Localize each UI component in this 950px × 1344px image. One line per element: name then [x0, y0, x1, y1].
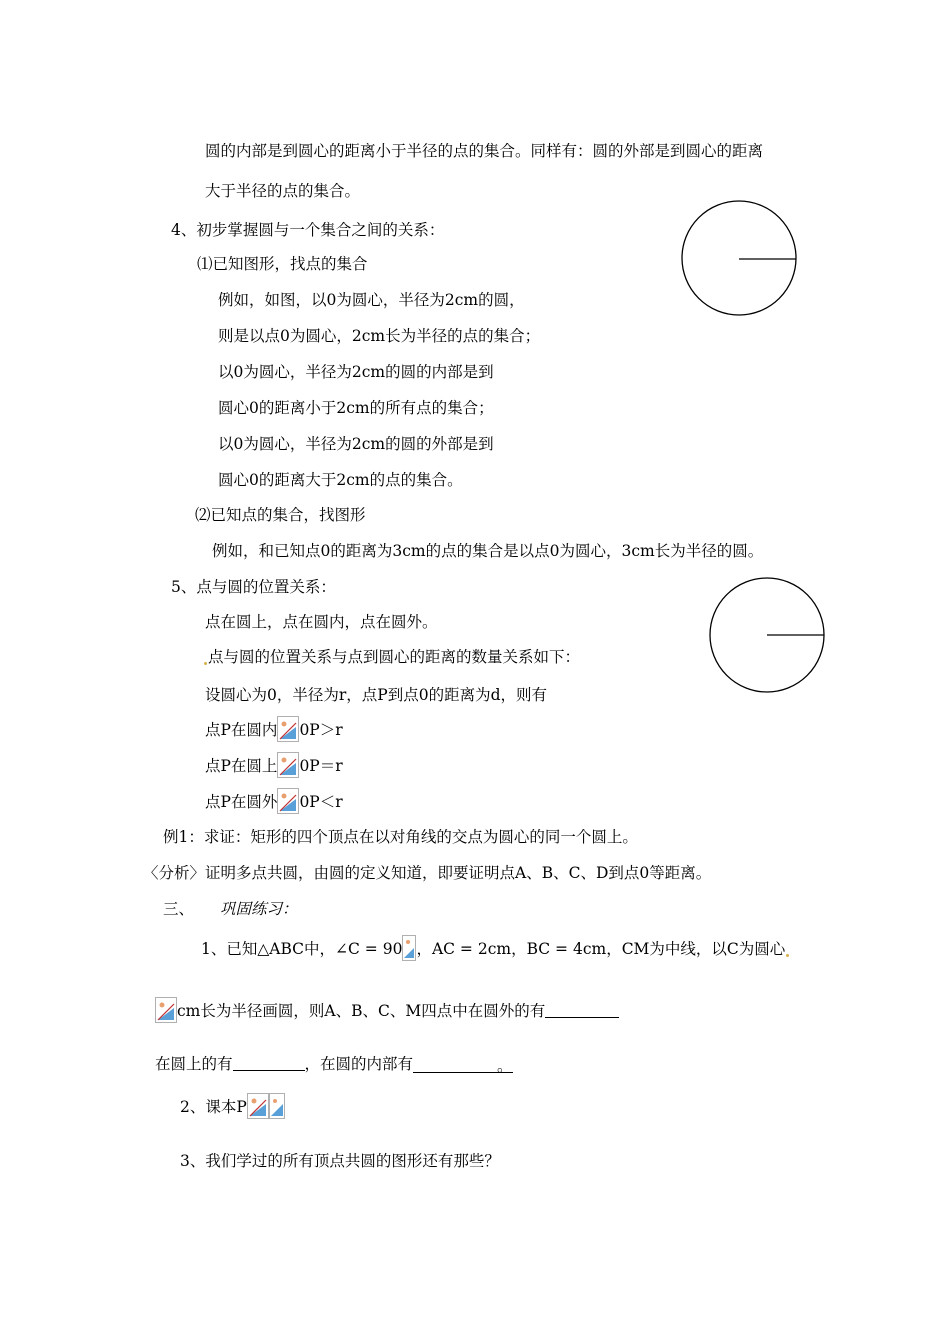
exercise-line — [155, 997, 619, 1023]
broken-image-icon — [277, 716, 299, 742]
exercise-line — [201, 935, 790, 961]
text-span: 0P＝r — [299, 757, 343, 775]
text-span: 点P在圆外 — [205, 793, 278, 811]
broken-image-icon — [402, 935, 416, 961]
text-span: 0P＞r — [299, 721, 343, 739]
edit-mark — [204, 662, 207, 665]
text-line: 以0为圆心，半径为2cm的圆的内部是到 — [218, 363, 494, 381]
text-line: 大于半径的点的集合。 — [205, 182, 361, 200]
text-span: ，在圆的内部有 — [304, 1055, 414, 1073]
text-line: 以0为圆心，半径为2cm的圆的外部是到 — [218, 435, 494, 453]
section-title: 巩固练习： — [220, 900, 298, 918]
text-span: 点P在圆上 — [205, 757, 278, 775]
text-span: cm长为半径画圆，则A、B、C、M四点中在圆外的有 — [177, 1002, 546, 1020]
section-number: 三、 — [163, 900, 195, 918]
circle-figure-2 — [706, 574, 828, 696]
text-line: 则是以点0为圆心，2cm长为半径的点的集合； — [218, 327, 541, 345]
analysis-line: 〈分析〉证明多点共圆，由圆的定义知道，即要证明点A、B、C、D到点0等距离。 — [143, 864, 712, 882]
example-line: 例1：求证：矩形的四个顶点在以对角线的交点为圆心的同一个圆上。 — [163, 828, 638, 846]
section-heading-3 — [163, 899, 298, 919]
answer-blank[interactable] — [545, 1001, 619, 1018]
broken-image-icon — [269, 1093, 285, 1119]
circle-outline — [682, 201, 796, 315]
text-span: ，AC = 2cm，BC = 4cm，CM为中线，以C为圆心 — [416, 940, 786, 958]
circle-figure-1 — [678, 197, 800, 319]
text-line: 圆心0的距离小于2cm的所有点的集合； — [218, 399, 494, 417]
text-line: 例如，如图，以0为圆心，半径为2cm的圆， — [218, 291, 525, 309]
text-span: 2、课本P — [180, 1098, 247, 1116]
exercise-line — [180, 1093, 285, 1119]
text-span: 0P＜r — [299, 793, 343, 811]
text-span: 点与圆的位置关系与点到圆心的距离的数量关系如下： — [208, 648, 581, 666]
relation-line — [205, 752, 343, 778]
subheading: ⑵已知点的集合，找图形 — [195, 506, 366, 524]
section-heading-5: 5、点与圆的位置关系： — [171, 578, 336, 596]
text-span: 1、已知△ABC中，∠C = 90 — [201, 940, 403, 958]
text-line — [203, 647, 580, 667]
broken-image-icon — [277, 788, 299, 814]
text-line: 设圆心为0，半径为r，点P到点0的距离为d，则有 — [205, 686, 547, 704]
section-heading-4: 4、初步掌握圆与一个集合之间的关系： — [171, 221, 445, 239]
broken-image-icon — [155, 997, 177, 1023]
text-span: 在圆上的有 — [155, 1055, 233, 1073]
broken-image-icon — [247, 1093, 269, 1119]
answer-blank[interactable] — [233, 1054, 305, 1071]
broken-image-icon — [277, 752, 299, 778]
relation-line — [205, 716, 343, 742]
text-line: 圆的内部是到圆心的距离小于半径的点的集合。同样有：圆的外部是到圆心的距离 — [205, 142, 764, 160]
exercise-line: 3、我们学过的所有顶点共圆的图形还有那些？ — [180, 1152, 500, 1170]
text-line: 圆心0的距离大于2cm的点的集合。 — [218, 471, 463, 489]
text-line: 点在圆上，点在圆内，点在圆外。 — [205, 613, 438, 631]
relation-line — [205, 788, 343, 814]
exercise-line — [155, 1054, 513, 1074]
answer-blank[interactable] — [413, 1056, 513, 1073]
edit-mark — [786, 954, 789, 957]
text-span: 。 — [497, 1057, 513, 1075]
subheading: ⑴已知图形，找点的集合 — [197, 255, 368, 273]
text-span: 点P在圆内 — [205, 721, 278, 739]
text-line: 例如，和已知点0的距离为3cm的点的集合是以点0为圆心，3cm长为半径的圆。 — [212, 542, 764, 560]
